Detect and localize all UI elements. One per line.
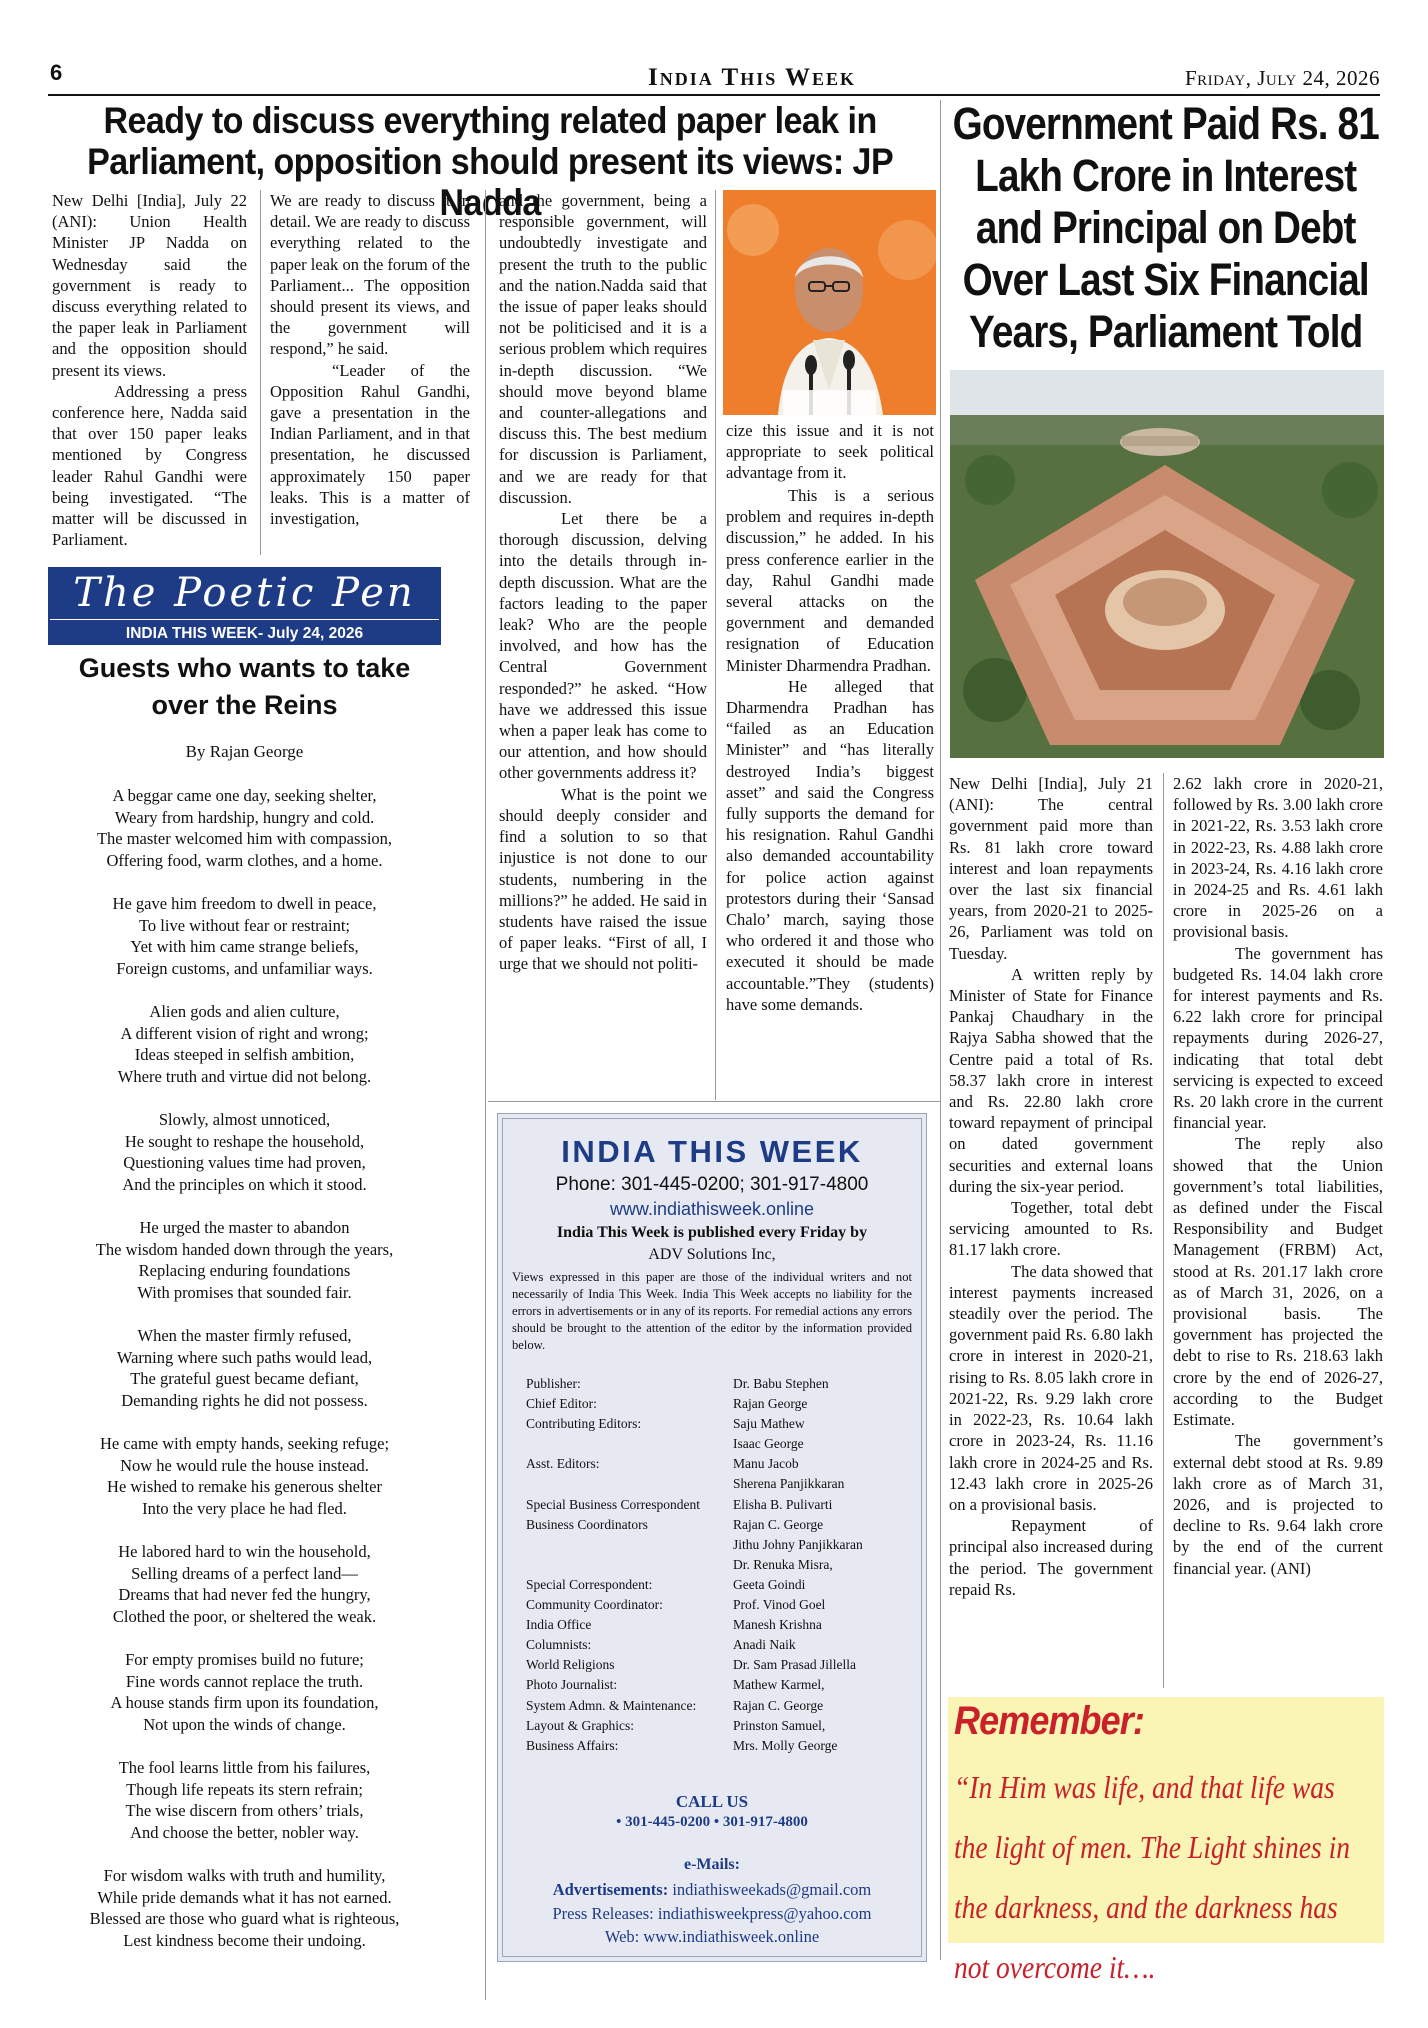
poem-author: By Rajan George xyxy=(185,742,304,761)
staff-row xyxy=(526,1454,916,1474)
column-divider xyxy=(940,100,941,1960)
poem-line: Yet with him came strange beliefs, xyxy=(130,937,359,956)
poem-line: Warning where such paths would lead, xyxy=(116,1347,373,1367)
masthead-date: Friday, July 24, 2026 xyxy=(1184,66,1380,90)
poem-line: Weary from hardship, hungry and cold. xyxy=(114,807,375,827)
poem-line: He sought to reshape the household, xyxy=(124,1131,365,1151)
staff-row xyxy=(526,1575,916,1595)
staff-row xyxy=(526,1474,916,1494)
poem-line: Foreign customs, and unfamiliar ways. xyxy=(116,958,373,978)
paragraph: The reply also showed that the Union government’s total liabilities, as defined under the Fiscal Responsibility and Budget Management (FRBM) Act, stood at Rs. 201.17 lakh crore as of March 31, 2026, on a provisional basis. The government has projected the debt to rise to Rs. 218.63 lakh crore by the end of 2026-27, according to the Budget Estimate. xyxy=(1173,1134,1383,1430)
staff-name: Prinston Samuel, xyxy=(733,1717,826,1733)
nadda-headline: Ready to discuss everything related paper leak in Parliament, opposition should present its views: JP Nadda xyxy=(87,100,894,223)
poem-line: Into the very place he had fled. xyxy=(142,1498,347,1518)
call-us-numbers: • 301-445-0200 • 301-917-4800 xyxy=(616,1814,808,1830)
remember-quote: “In Him was life, and that life was the light of men. The Light shines in the darkness, and the darkness has not overcome it…. xyxy=(954,1769,1350,1985)
staff-name: Dr. Renuka Misra, xyxy=(733,1556,833,1572)
paragraph: The government’s external debt stood at Rs. 9.89 lakh crore as of March 31, 2026, and is projected to decline to Rs. 9.64 lakh crore by the end of the current financial year. (ANI) xyxy=(1173,1431,1383,1578)
staff-role: Layout & Graphics: xyxy=(526,1717,634,1733)
paragraph: New Delhi [India], July 22 (ANI): Union Health Minister JP Nadda on Wednesday said the government is ready to discuss everything related to the paper leak in Parliament and the opposition should present its views. xyxy=(52,191,247,380)
info-phone: Phone: 301-445-0200; 301-917-4800 xyxy=(555,1174,869,1195)
poem-body xyxy=(48,785,441,1973)
paragraph: New Delhi [India], July 21 (ANI): The central government paid more than Rs. 81 lakh crore toward interest and loan repayments over the last six financial years, from 2020-21 to 2025-26, Parliament was told on Tuesday. xyxy=(949,774,1153,963)
paragraph: 2.62 lakh crore in 2020-21, followed by Rs. 3.00 lakh crore in 2021-22, Rs. 3.53 lakh crore in 2022-23, Rs. 4.88 lakh crore in 2023-24, Rs. 4.16 lakh crore in 2024-25 and Rs. 4.61 lakh crore in 2025-26 on a provisional basis. xyxy=(1173,774,1383,942)
poem-line: A house stands firm upon its foundation, xyxy=(110,1693,379,1712)
emails-heading: e-Mails: xyxy=(684,1856,740,1873)
staff-name: Dr. Babu Stephen xyxy=(733,1376,829,1391)
poem-line: Slowly, almost unnoticed, xyxy=(158,1110,331,1129)
poem-line: The wisdom handed down through the years, xyxy=(95,1239,394,1259)
jp-nadda-photo xyxy=(723,190,936,415)
poem-stanza xyxy=(48,1757,441,1843)
info-disclaimer: Views expressed in this paper are those of the individual writers and not necessarily of India This Week. India This Week accepts no liability for the errors in advertisements or in any of its reports. For remedial actions any errors should be brought to the attention of the editor by the information provided below. xyxy=(512,1270,912,1352)
ads-email[interactable]: indiathisweekads@gmail.com xyxy=(672,1880,872,1899)
staff-name: Isaac George xyxy=(733,1436,804,1452)
staff-role xyxy=(526,1474,733,1494)
staff-role: Asst. Editors: xyxy=(526,1456,600,1472)
staff-row xyxy=(526,1414,916,1434)
poem-line: Offering food, warm clothes, and a home. xyxy=(106,850,383,870)
poem-line: The wise discern from others’ trials, xyxy=(125,1801,364,1820)
poem-stanza xyxy=(48,893,441,979)
poem-line: Clothed the poor, or sheltered the weak. xyxy=(112,1606,377,1626)
staff-name: Mathew Karmel, xyxy=(733,1677,825,1693)
staff-role xyxy=(526,1555,733,1575)
staff-name: Sherena Panjikkaran xyxy=(733,1476,845,1492)
poem-stanza xyxy=(48,1325,441,1411)
staff-row xyxy=(526,1655,916,1675)
poetic-pen-banner xyxy=(48,567,441,645)
staff-list xyxy=(526,1374,916,1756)
staff-name: Mrs. Molly George xyxy=(733,1737,838,1753)
poem-line: The grateful guest became defiant, xyxy=(130,1369,359,1388)
poem-line: Replacing enduring foundations xyxy=(138,1261,351,1280)
paragraph: This is a serious problem and requires in-depth discussion,” he added. In his press conference earlier in the day, Rahul Gandhi made several attacks on the government and demanded resignation of Education Minister Dharmendra Pradhan. xyxy=(726,486,934,675)
debt-column-2 xyxy=(1173,773,1383,1579)
masthead-paper-name: India This Week xyxy=(648,64,857,91)
poem-line: He urged the master to abandon xyxy=(139,1218,350,1237)
paragraph: Together, total debt servicing amounted to Rs. 81.17 lakh crore. xyxy=(949,1198,1153,1260)
staff-role xyxy=(526,1535,733,1555)
poem-line: He wished to remake his generous shelter xyxy=(107,1477,382,1496)
poem-line: He came with empty hands, seeking refuge; xyxy=(99,1434,390,1453)
poem-line: And choose the better, nobler way. xyxy=(130,1822,359,1842)
poem-title: Guests who wants to take over the Reins xyxy=(78,653,411,720)
poem-line: While pride demands what it has not earned. xyxy=(97,1887,392,1907)
poem-line: Though life repeats its stern refrain; xyxy=(126,1779,363,1799)
poem-line: And the principles on which it stood. xyxy=(122,1174,367,1194)
poem-stanza xyxy=(48,1217,441,1303)
staff-role: System Admn. & Maintenance: xyxy=(526,1697,697,1713)
staff-role: Special Business Correspondent xyxy=(526,1496,700,1512)
staff-row xyxy=(526,1696,916,1716)
staff-row xyxy=(526,1635,916,1655)
paragraph: He alleged that Dharmendra Pradhan has “failed as an Education Minister” and “has literally destroyed India’s biggest asset” and said the Congress fully supports the demand for his resignation. Rahul Gandhi also demanded accountability for police action against protestors during their ‘Sansad Chalo’ march, saying those who ordered it and those who executed it should be made accountable.”They (students) have some demands. xyxy=(726,676,934,1014)
paragraph: We are ready to discuss it in detail. We are ready to discuss everything related to the paper leak on the forum of the Parliament... The opposition should present its views, and the government will respond,” he said. xyxy=(270,191,470,359)
staff-row xyxy=(526,1736,916,1756)
poem-line: Fine words cannot replace the truth. xyxy=(125,1671,364,1691)
staff-name: Rajan C. George xyxy=(733,1516,824,1532)
poem-line: Alien gods and alien culture, xyxy=(149,1002,340,1021)
poetic-pen-subtitle: INDIA THIS WEEK- July 24, 2026 xyxy=(50,619,439,643)
poem-line: Questioning values time had proven, xyxy=(123,1153,366,1172)
paragraph: Addressing a press conference here, Nadda said that over 150 paper leaks mentioned by Congress leader Rahul Gandhi were being investigated. “The matter will be discussed in Parliament. xyxy=(52,381,247,550)
debt-column-1 xyxy=(949,773,1153,1600)
nadda-column-4a xyxy=(726,420,934,484)
poetic-pen-title: The Poetic Pen xyxy=(73,570,416,616)
paragraph: The government has budgeted Rs. 14.04 lakh crore for interest payments and Rs. 6.22 lakh crore for principal repayments during 2026-27, indicating that total debt servicing is expected to exceed Rs. 20 lakh crore in the current financial year. xyxy=(1173,943,1383,1133)
paragraph: Repayment of principal also increased during the period. The government repaid Rs. xyxy=(949,1516,1153,1599)
staff-name: Prof. Vinod Goel xyxy=(733,1597,826,1613)
nadda-column-1 xyxy=(52,190,247,550)
nadda-column-4b xyxy=(726,485,934,1015)
debt-headline: Government Paid Rs. 81 Lakh Crore in Interest and Principal on Debt Over Last Six Financial Years, Parliament Told xyxy=(952,98,1379,357)
poem-stanza xyxy=(48,1865,441,1951)
poem-line: A beggar came one day, seeking shelter, xyxy=(112,786,377,805)
staff-name: Saju Mathew xyxy=(733,1416,805,1432)
column-divider xyxy=(715,190,716,1100)
poem-line: For empty promises build no future; xyxy=(125,1650,364,1669)
parliament-photo xyxy=(950,370,1384,758)
staff-role: Photo Journalist: xyxy=(526,1677,618,1693)
info-title: INDIA THIS WEEK xyxy=(561,1134,863,1169)
poem-stanza xyxy=(48,1001,441,1087)
info-website[interactable]: www.indiathisweek.online xyxy=(609,1199,815,1219)
paragraph: “Leader of the Opposition Rahul Gandhi, gave a presentation in the Indian Parliament, and in that presentation, he discussed approximately 150 paper leaks. This is a matter of investigation, xyxy=(270,360,470,529)
staff-role: India Office xyxy=(526,1617,592,1633)
poem-line: Not upon the winds of change. xyxy=(143,1714,346,1734)
poem-line: Selling dreams of a perfect land— xyxy=(131,1563,358,1583)
info-published: India This Week is published every Friday by xyxy=(556,1224,868,1241)
staff-row xyxy=(526,1675,916,1695)
poem-line: To live without fear or restraint; xyxy=(139,915,350,935)
column-divider xyxy=(1163,773,1164,1688)
staff-row xyxy=(526,1394,916,1414)
staff-row xyxy=(526,1595,916,1615)
poem-line: Lest kindness become their undoing. xyxy=(123,1930,366,1950)
press-email[interactable]: Press Releases: indiathisweekpress@yahoo.com xyxy=(552,1904,872,1923)
staff-role: Contributing Editors: xyxy=(526,1416,642,1432)
nadda-column-2 xyxy=(270,190,470,529)
ads-email-label: Advertisements: xyxy=(552,1880,669,1899)
poem-line: When the master firmly refused, xyxy=(137,1326,352,1345)
staff-row xyxy=(526,1615,916,1635)
publication-info-box xyxy=(497,1113,927,1962)
staff-row xyxy=(526,1515,916,1535)
staff-name: Manesh Krishna xyxy=(733,1617,822,1633)
paragraph: cize this issue and it is not appropriate to seek political advantage from it. xyxy=(726,421,934,483)
poem-line: A different vision of right and wrong; xyxy=(120,1023,369,1043)
staff-name: Jithu Johny Panjikkaran xyxy=(733,1536,863,1552)
paragraph: and the government, being a responsible government, will undoubtedly investigate and present the truth to the public and the nation.Nadda said that the issue of paper leaks should not be politicised and it is a serious problem which requires in-depth discussion. “We should move beyond blame and counter-allegations and discuss this. The best medium for discussion is Parliament, and we are ready for that discussion. xyxy=(499,191,707,507)
staff-role: Special Correspondent: xyxy=(526,1576,653,1592)
paragraph: Let there be a thorough discussion, delving into the details through in-depth discussion. What are the factors leading to the paper leak? Who are the people involved, and how has the Central Government responded?” he asked. “How have we addressed this issue when a paper leak has come to our attention, and how should other governments address it? xyxy=(499,509,707,783)
staff-role: Publisher: xyxy=(526,1376,581,1391)
call-us-heading: CALL US xyxy=(675,1792,749,1811)
staff-name: Manu Jacob xyxy=(733,1456,799,1472)
poem-line: Dreams that had never fed the hungry, xyxy=(118,1585,371,1604)
nadda-column-3 xyxy=(499,190,707,975)
staff-name: Anadi Naik xyxy=(733,1637,796,1653)
poem-line: Ideas steeped in selfish ambition, xyxy=(134,1045,355,1064)
column-divider xyxy=(260,190,261,555)
staff-row xyxy=(526,1434,916,1454)
parliament-illustration xyxy=(950,370,1384,758)
staff-name: Rajan C. George xyxy=(733,1697,824,1713)
web-link[interactable]: Web: www.indiathisweek.online xyxy=(604,1927,820,1946)
nadda-illustration xyxy=(723,190,936,415)
staff-role: Chief Editor: xyxy=(526,1396,597,1412)
section-divider xyxy=(488,1101,940,1102)
staff-role: World Religions xyxy=(526,1657,615,1673)
column-divider xyxy=(485,190,486,2000)
info-publisher-org: ADV Solutions Inc, xyxy=(648,1246,776,1263)
poem-stanza xyxy=(48,1541,441,1627)
staff-role xyxy=(526,1434,733,1454)
staff-name: Elisha B. Pulivarti xyxy=(733,1496,833,1512)
poem-line: The master welcomed him with compassion, xyxy=(96,829,393,848)
remember-heading: Remember: xyxy=(954,1699,1144,1743)
paragraph: A written reply by Minister of State for Finance Pankaj Chaudhary in the Rajya Sabha showed that the Centre paid a total of Rs. 58.37 lakh crore in interest and Rs. 22.80 lakh crore toward repayment of principal on dated government securities and external loans during the six-year period. xyxy=(949,964,1153,1196)
poem-stanza xyxy=(48,785,441,871)
poem-line: Blessed are those who guard what is righteous, xyxy=(89,1909,400,1928)
staff-role: Columnists: xyxy=(526,1637,592,1653)
staff-row xyxy=(526,1495,916,1515)
poem-stanza xyxy=(48,1649,441,1735)
paragraph: The data showed that interest payments increased steadily over the period. The government paid Rs. 6.80 lakh crore in interest in 2020-21, rising to Rs. 8.05 lakh crore in 2021-22, Rs. 9.29 lakh crore in 2022-23, Rs. 10.64 lakh crore in 2023-24, Rs. 11.16 lakh crore in 2024-25 and Rs. 12.43 lakh crore in 2025-26 on a provisional basis. xyxy=(949,1261,1153,1514)
staff-role: Business Affairs: xyxy=(526,1737,619,1753)
staff-name: Rajan George xyxy=(733,1396,808,1412)
ads-email-line xyxy=(498,1880,926,1900)
header-rule xyxy=(48,94,1380,96)
poem-stanza xyxy=(48,1433,441,1519)
poem-line: For wisdom walks with truth and humility, xyxy=(103,1866,386,1885)
poem-line: Now he would rule the house instead. xyxy=(120,1455,369,1475)
page-number: 6 xyxy=(50,60,63,85)
staff-row xyxy=(526,1716,916,1736)
poem-line: Where truth and virtue did not belong. xyxy=(117,1066,372,1086)
staff-row xyxy=(526,1535,916,1555)
staff-row xyxy=(526,1374,916,1394)
poem-stanza xyxy=(48,1109,441,1195)
staff-row xyxy=(526,1555,916,1575)
paragraph: What is the point we should deeply consider and find a solution to so that injustice is not done to our students, numbering in the millions?” he added. He said in students have raised the issue of paper leaks. “First of all, I urge that we should not politi- xyxy=(499,784,707,974)
staff-name: Dr. Sam Prasad Jillella xyxy=(733,1657,856,1673)
staff-role: Community Coordinator: xyxy=(526,1597,663,1613)
remember-box xyxy=(948,1697,1384,1985)
staff-name: Geeta Goindi xyxy=(733,1576,806,1592)
poem-line: Demanding rights he did not possess. xyxy=(121,1390,368,1410)
poem-line: He labored hard to win the household, xyxy=(118,1542,371,1561)
poem-line: He gave him freedom to dwell in peace, xyxy=(112,894,377,913)
poem-line: The fool learns little from his failures, xyxy=(118,1758,371,1777)
poem-line: With promises that sounded fair. xyxy=(137,1282,352,1302)
staff-role: Business Coordinators xyxy=(526,1516,648,1532)
